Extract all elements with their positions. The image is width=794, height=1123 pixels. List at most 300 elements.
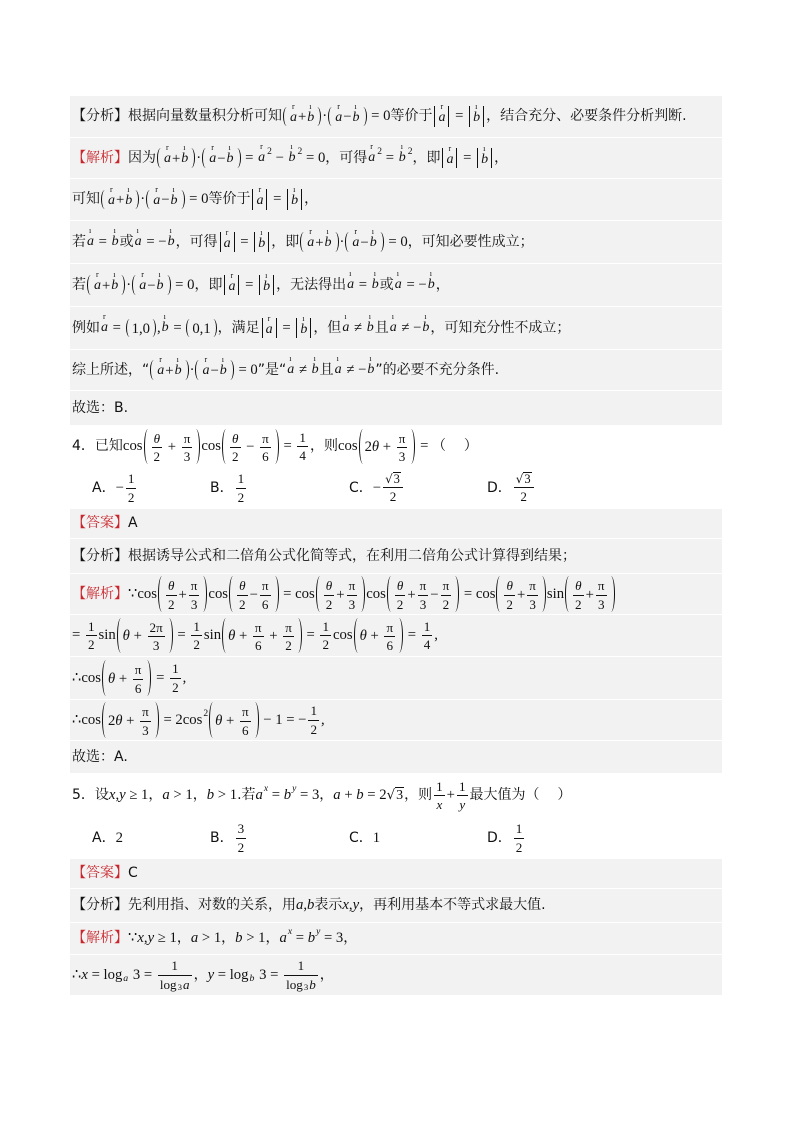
superscript — [316, 927, 320, 938]
math-text: 1 — [436, 778, 443, 794]
math-text: 2 — [285, 638, 292, 653]
superscript — [288, 927, 292, 938]
vector-mark: ı — [136, 226, 139, 236]
math-text: 2 — [237, 489, 245, 505]
vector-letter: b — [324, 235, 332, 251]
text-run: ， — [148, 787, 163, 804]
math-text: 3 — [348, 596, 356, 612]
math-text: 4 — [299, 448, 306, 463]
vector — [202, 355, 210, 379]
text-run: ，即 — [271, 233, 300, 250]
left-parenthesis — [300, 232, 305, 251]
fraction — [133, 662, 144, 695]
math-text: 6 — [254, 638, 262, 653]
vector — [307, 101, 315, 126]
vector — [438, 102, 446, 126]
vector-mark: ı — [265, 270, 268, 280]
vector-letter: a — [256, 193, 264, 209]
vector — [265, 313, 273, 338]
left-parenthesis — [102, 702, 107, 737]
square-root — [387, 787, 404, 803]
math-text: 1 — [171, 958, 178, 974]
math-text: 3 — [529, 596, 536, 612]
text-run: A． — [92, 829, 116, 846]
parenthesized-group — [102, 660, 151, 695]
math-text: = − — [402, 276, 427, 293]
fraction — [253, 620, 264, 653]
parenthesized-group — [146, 184, 184, 209]
text-run: ，满足 — [217, 319, 260, 336]
fraction — [140, 704, 151, 737]
superscript — [292, 784, 296, 795]
superscript — [408, 147, 413, 158]
content-row — [70, 773, 722, 818]
vector — [256, 185, 264, 209]
text-run: 或 — [119, 233, 134, 250]
math-text: π — [262, 430, 269, 446]
math-text: 1,0 — [131, 320, 150, 337]
vector-letter: b — [174, 363, 182, 379]
math-text: 2 — [87, 637, 95, 652]
math-text: · — [140, 191, 146, 208]
fraction — [240, 704, 251, 737]
math-text: − — [343, 109, 352, 126]
vector — [209, 143, 217, 167]
math-text: 1 — [237, 471, 245, 487]
math-text: = cos — [279, 585, 315, 602]
option-d — [487, 818, 526, 858]
math-variable: x — [108, 787, 116, 804]
math-text: 2 — [389, 489, 397, 505]
vector — [422, 312, 430, 336]
math-text: cos — [333, 627, 353, 644]
vector-letter: a — [290, 109, 297, 125]
math-text: 2 — [442, 596, 450, 612]
section-label: 【分析】 — [72, 108, 128, 125]
vector-mark: ı — [400, 142, 403, 152]
left-parenthesis — [229, 576, 234, 611]
math-text: 3 — [237, 821, 245, 837]
subscript — [123, 973, 128, 984]
option-b — [210, 818, 248, 858]
fraction — [384, 620, 395, 653]
numerator — [240, 704, 251, 721]
text-run: B． — [210, 479, 234, 496]
vector-mark: ı — [89, 226, 92, 236]
left-parenthesis — [222, 618, 227, 653]
math-text: = — [269, 191, 286, 208]
fraction — [441, 578, 452, 611]
vector — [258, 142, 266, 166]
radicand: 3 — [396, 788, 404, 804]
numerator — [140, 704, 151, 721]
vector-letter: b — [288, 150, 296, 166]
vector — [427, 269, 435, 293]
fraction — [284, 958, 318, 991]
math-text: + — [446, 787, 455, 804]
math-text: π — [419, 578, 427, 594]
vector-mark: ı — [475, 102, 478, 112]
denominator — [383, 488, 403, 504]
denominator — [260, 596, 271, 612]
group-content — [192, 319, 210, 338]
vector-mark: ı — [349, 269, 352, 279]
math-text: 1 — [297, 958, 305, 974]
math-text: ∵cos — [128, 585, 157, 602]
superscript — [377, 147, 382, 158]
numerator — [384, 620, 395, 637]
radical-sign: √ — [515, 472, 524, 487]
vector — [368, 142, 376, 166]
math-text: 2 — [172, 679, 179, 695]
vector-mark: r — [230, 270, 234, 280]
math-text: = — [268, 787, 284, 804]
math-text: · — [322, 108, 328, 125]
vector — [139, 270, 147, 294]
group-content — [215, 702, 252, 737]
vector-mark: r — [96, 270, 99, 280]
vector-mark: ı — [336, 354, 339, 364]
math-text: + — [516, 586, 526, 603]
text-run: 且 — [374, 319, 389, 336]
text-run: ， — [192, 787, 207, 804]
numerator — [237, 578, 248, 595]
math-variable: θ — [167, 578, 175, 594]
vector-letter: a — [446, 151, 454, 167]
group-content — [393, 576, 453, 611]
text-run: ， — [494, 149, 509, 166]
vector-letter: b — [226, 151, 234, 167]
content-row — [70, 922, 722, 954]
vector-letter: b — [167, 234, 175, 250]
vector-mark: r — [354, 227, 358, 237]
text-run: A — [128, 515, 138, 532]
math-text: = — [451, 108, 468, 125]
text-run: ， — [319, 966, 334, 983]
vector-letter: b — [219, 363, 227, 379]
vector-mark: r — [292, 101, 295, 111]
math-text: 2 — [193, 637, 200, 652]
text-run: ”是“ — [257, 361, 287, 378]
math-text: + — [172, 150, 181, 167]
vector — [153, 184, 161, 209]
parenthesized-group — [209, 702, 258, 737]
math-variable: a — [279, 930, 287, 947]
fraction — [158, 958, 192, 991]
text-run: 若 — [72, 233, 86, 250]
math-text: 2 — [396, 596, 404, 612]
math-text: 2 — [153, 449, 161, 464]
left-parenthesis — [144, 429, 149, 464]
math-text: ∴ — [72, 966, 82, 983]
math-text: 2 — [506, 596, 513, 612]
vector-mark: ı — [289, 354, 292, 364]
parenthesized-group — [496, 576, 545, 611]
vector — [367, 354, 375, 378]
math-text: + — [116, 192, 125, 209]
right-parenthesis — [195, 429, 200, 464]
numerator — [236, 821, 247, 838]
option-c — [349, 468, 405, 508]
absolute-value — [252, 185, 267, 209]
math-text: − — [249, 586, 258, 603]
vector-letter: a — [202, 363, 210, 379]
text-run: ”的必要不充分条件. — [375, 361, 500, 378]
absolute-value — [259, 270, 274, 295]
math-text: + — [235, 628, 251, 645]
vector-mark: r — [440, 102, 444, 112]
group-content — [306, 227, 332, 251]
text-run: ，再利用基本不等式求最大值. — [359, 897, 546, 914]
math-text: 2 — [237, 839, 245, 855]
text-run: 故选：B. — [72, 399, 129, 416]
math-text: = — [302, 627, 319, 644]
group-content — [228, 429, 273, 464]
math-text: sin — [98, 627, 116, 644]
text-run: D． — [487, 479, 512, 496]
text-run: 故选：A. — [72, 748, 128, 765]
numerator — [133, 662, 144, 679]
vector-mark: ı — [429, 269, 432, 279]
vector-letter: a — [153, 192, 161, 208]
vector — [481, 143, 489, 168]
math-variable: θ — [228, 628, 236, 645]
parenthesized-group — [132, 270, 170, 294]
parenthesized-group — [157, 143, 195, 167]
math-text: + — [585, 586, 594, 603]
left-parenthesis — [354, 618, 359, 653]
numerator — [514, 472, 534, 489]
vector-letter: b — [161, 320, 169, 336]
text-run: 表示 — [314, 897, 343, 914]
math-text: = — [241, 276, 258, 293]
math-text: = 2 — [363, 787, 387, 804]
vector-letter: b — [473, 110, 481, 126]
square-root — [385, 472, 401, 487]
right-parenthesis — [316, 107, 321, 126]
denominator — [170, 679, 181, 695]
math-variable: a — [123, 973, 129, 985]
math-text: π — [529, 578, 536, 594]
numerator — [182, 431, 193, 448]
content-row — [70, 888, 722, 922]
option-b — [210, 468, 248, 508]
left-parenthesis — [150, 360, 155, 379]
vector — [366, 312, 374, 336]
numerator — [324, 578, 335, 595]
vector-mark: ı — [396, 269, 399, 279]
vector — [300, 313, 308, 338]
vector-letter: b — [352, 109, 360, 125]
math-text: 2 — [167, 596, 175, 612]
vector-mark: r — [260, 142, 263, 152]
fraction — [260, 431, 271, 464]
math-text: 1 — [458, 778, 466, 794]
vector — [389, 312, 397, 336]
parenthesized-group — [300, 227, 338, 251]
math-text: 2 — [203, 708, 209, 719]
parenthesized-group — [202, 143, 240, 167]
vector — [111, 270, 119, 294]
math-text: ∵ — [128, 930, 138, 947]
vector — [263, 270, 271, 295]
vector-letter: b — [307, 109, 315, 125]
math-text: = 2cos — [159, 711, 203, 728]
right-parenthesis — [254, 702, 259, 737]
vector-letter: a — [164, 151, 171, 167]
denominator — [514, 488, 534, 504]
vector-mark: r — [448, 143, 452, 153]
option-a — [92, 818, 123, 858]
text-run: ，则 — [404, 787, 433, 804]
vector — [335, 101, 343, 126]
fraction — [457, 779, 468, 812]
math-text: · — [126, 276, 132, 293]
math-text: 2 — [267, 146, 272, 157]
vector-mark: ı — [176, 355, 179, 365]
math-text: = — [278, 319, 295, 336]
vector-letter: a — [258, 150, 266, 166]
fraction — [86, 619, 97, 652]
absolute-value — [224, 270, 239, 295]
answer-options — [70, 468, 722, 508]
parenthesized-group — [150, 355, 188, 379]
vector — [219, 355, 227, 379]
numerator — [283, 620, 294, 637]
parenthesized-group — [144, 429, 201, 464]
denominator — [457, 796, 468, 812]
subscript — [304, 982, 308, 993]
vector — [324, 227, 332, 251]
vector-letter: a — [87, 234, 94, 250]
vector-letter: b — [481, 151, 489, 167]
denominator — [596, 596, 607, 612]
right-parenthesis — [146, 660, 151, 695]
absolute-value — [220, 227, 235, 252]
math-text: cos — [208, 585, 229, 602]
vector-letter: a — [389, 320, 397, 336]
fraction — [230, 431, 241, 464]
math-variable: θ — [107, 670, 116, 687]
vector-mark: r — [166, 143, 169, 153]
math-text: 2 — [127, 489, 135, 505]
vector — [228, 270, 236, 295]
vector-letter: a — [394, 277, 402, 293]
math-text: ∴cos — [72, 711, 101, 728]
vector-letter: a — [342, 320, 350, 336]
math-text: 2 — [325, 596, 333, 612]
right-parenthesis — [274, 576, 279, 611]
math-text: 3 — [183, 449, 191, 464]
parenthesized-group — [328, 101, 366, 126]
math-text: ≥ 1 — [125, 787, 149, 804]
denominator — [140, 722, 151, 738]
math-text: 2 — [115, 829, 123, 846]
numerator — [422, 619, 433, 636]
numerator — [126, 471, 137, 488]
section-label: 【答案】 — [72, 865, 128, 882]
vector-mark: ı — [344, 312, 347, 322]
math-text: = — [241, 149, 258, 166]
text-run: ，结合充分、必要条件分析判断. — [486, 108, 687, 125]
math-variable: x — [342, 897, 349, 914]
math-text: cos — [122, 438, 143, 455]
right-parenthesis — [454, 576, 459, 611]
right-parenthesis — [360, 576, 365, 611]
subscript — [178, 982, 182, 993]
math-variable: x — [287, 927, 293, 938]
math-text: 1 — [87, 618, 95, 634]
parenthesized-group — [126, 319, 156, 338]
text-run: 先利用指、对数的关系，用 — [128, 897, 296, 914]
math-text: 3 = — [129, 966, 156, 983]
parenthesized-group — [222, 429, 279, 464]
text-run: ， — [221, 930, 236, 947]
math-text: 1 — [127, 471, 135, 487]
group-content — [351, 227, 377, 251]
numerator — [253, 620, 264, 637]
math-text: = — [173, 627, 190, 644]
math-text: 6 — [262, 449, 269, 464]
math-text: − — [161, 192, 170, 209]
math-text: + — [366, 628, 383, 645]
math-variable: a — [333, 787, 341, 804]
parenthesized-group — [316, 576, 365, 611]
parenthesized-group — [87, 270, 125, 294]
denominator — [236, 839, 247, 855]
math-text: π — [142, 704, 149, 720]
math-variable: θ — [325, 578, 333, 594]
content-row — [70, 656, 722, 699]
denominator — [422, 636, 433, 652]
left-parenthesis — [117, 618, 122, 653]
vector-mark: ı — [391, 312, 394, 322]
math-variable: b — [356, 787, 364, 804]
numerator — [527, 578, 538, 595]
parenthesized-group — [101, 184, 139, 209]
parenthesized-group — [283, 101, 321, 126]
text-run: ， — [435, 276, 450, 293]
fraction — [182, 431, 193, 464]
math-text: = — [72, 627, 84, 644]
math-text: 0,1 — [192, 320, 211, 337]
math-text: − — [372, 479, 382, 496]
vector — [291, 185, 299, 209]
radicand: 3 — [393, 471, 400, 486]
vector-mark: r — [141, 270, 144, 280]
content-row — [70, 425, 722, 468]
math-text: + — [298, 109, 307, 126]
right-parenthesis — [362, 107, 367, 126]
right-parenthesis — [229, 360, 234, 379]
math-text: 1 — [172, 661, 179, 677]
math-text: − — [430, 586, 439, 603]
fraction — [236, 471, 247, 504]
numerator — [191, 619, 202, 636]
math-text: = — [109, 319, 125, 336]
denominator — [347, 596, 358, 612]
math-variable: θ — [506, 578, 513, 594]
math-text: = — [292, 930, 308, 947]
math-text: 1 — [423, 618, 431, 634]
math-variable: θ — [396, 578, 404, 594]
fraction — [347, 578, 358, 611]
vector-mark: ı — [169, 226, 172, 236]
math-text: π — [442, 578, 450, 594]
text-run: ， — [319, 787, 334, 804]
text-run: ，但 — [313, 319, 342, 336]
section-label: 【解析】 — [72, 149, 128, 166]
